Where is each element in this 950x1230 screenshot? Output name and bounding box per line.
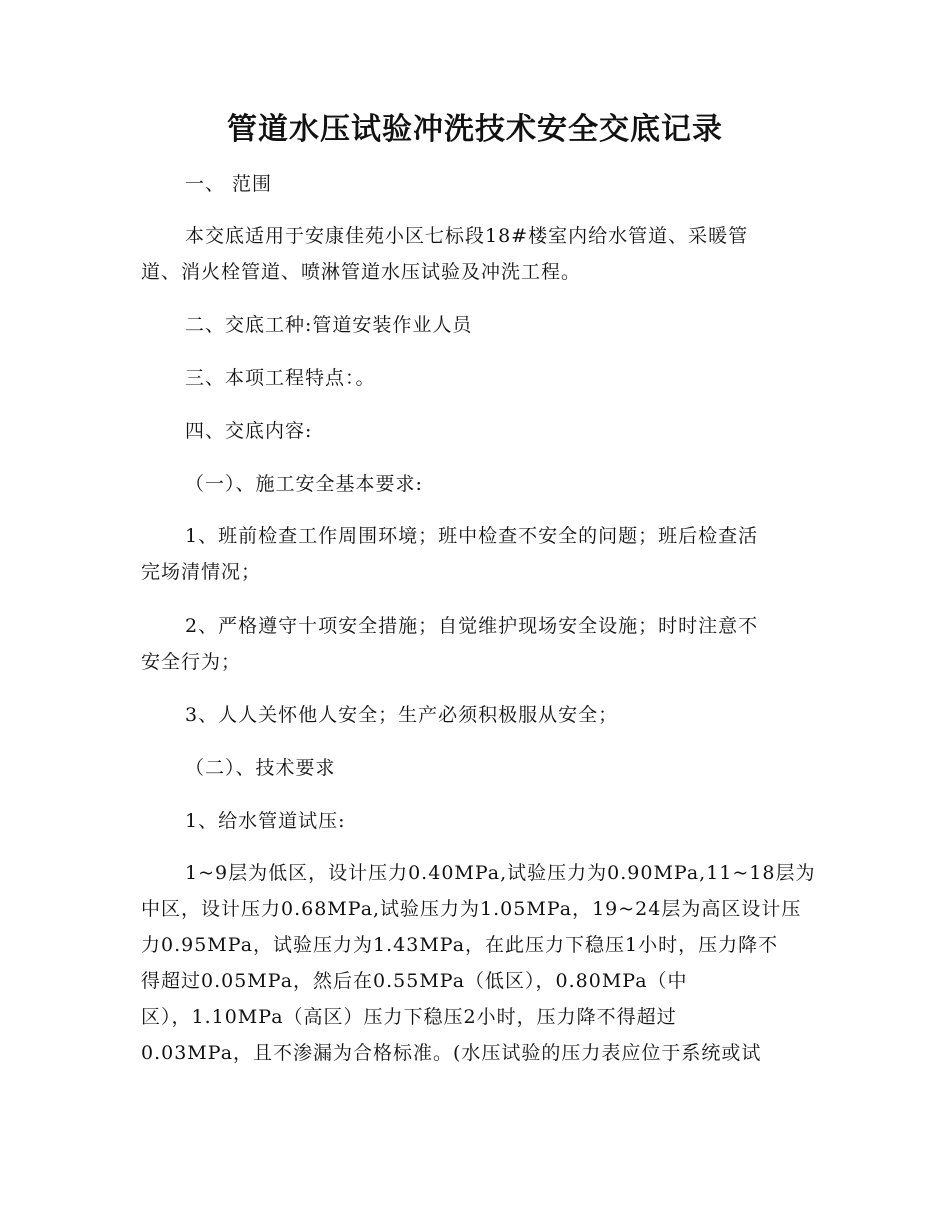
text-line: （二）、技术要求: [185, 757, 336, 779]
section-heading-trade: [141, 307, 821, 343]
text-line: 安全行为；: [141, 651, 242, 673]
section-heading-scope: [141, 166, 821, 202]
text-line: 一、 范围: [185, 173, 273, 195]
pressure-test-paragraph: [141, 855, 821, 1071]
text-line: 1、给水管道试压:: [185, 810, 346, 832]
text-line: 二、交底工种:管道安装作业人员: [185, 314, 473, 336]
subsection-heading-safety: [141, 466, 821, 502]
text-line: 本交底适用于安康佳苑小区七标段18#楼室内给水管道、采暖管: [185, 225, 749, 247]
text-line: 完场清情况；: [141, 561, 262, 583]
subsection-heading-technical: [141, 750, 821, 786]
text-line: 区），1.10MPa（高区）压力下稳压2小时，压力降不得超过: [141, 1006, 677, 1028]
text-line: 道、消火栓管道、喷淋管道水压试验及冲洗工程。: [141, 261, 582, 283]
safety-item-1: [141, 518, 821, 590]
safety-item-2: [141, 608, 821, 680]
text-line: 得超过0.05MPa，然后在0.55MPa（低区），0.80MPa（中: [141, 970, 688, 992]
text-line: 三、本项工程特点：。: [185, 367, 376, 389]
text-line: 1、班前检查工作周围环境；班中检查不安全的问题；班后检查活: [185, 525, 759, 547]
text-line: 力0.95MPa，试验压力为1.43MPa，在此压力下稳压1小时，压力降不: [141, 934, 779, 956]
technical-item-heading: [141, 803, 821, 839]
text-line: 2、严格遵守十项安全措施；自觉维护现场安全设施；时时注意不: [185, 615, 759, 637]
text-line: 中区，设计压力0.68MPa,试验压力为1.05MPa，19~24层为高区设计压: [141, 898, 802, 920]
text-line: 3、人人关怀他人安全；生产必须积极服从安全；: [185, 704, 619, 726]
safety-item-3: [141, 697, 821, 733]
text-line: 0.03MPa，且不渗漏为合格标准。(水压试验的压力表应位于系统或试: [141, 1042, 762, 1064]
text-line: 1~9层为低区，设计压力0.40MPa,试验压力为0.90MPa,11~18层为: [185, 862, 816, 884]
text-line: 四、交底内容:: [185, 420, 313, 442]
section-heading-content: [141, 413, 821, 449]
section-heading-features: [141, 360, 821, 396]
document-title: 管道水压试验冲洗技术安全交底记录: [227, 112, 723, 147]
text-line: （一）、施工安全基本要求:: [185, 473, 423, 495]
scope-paragraph: [141, 218, 821, 290]
